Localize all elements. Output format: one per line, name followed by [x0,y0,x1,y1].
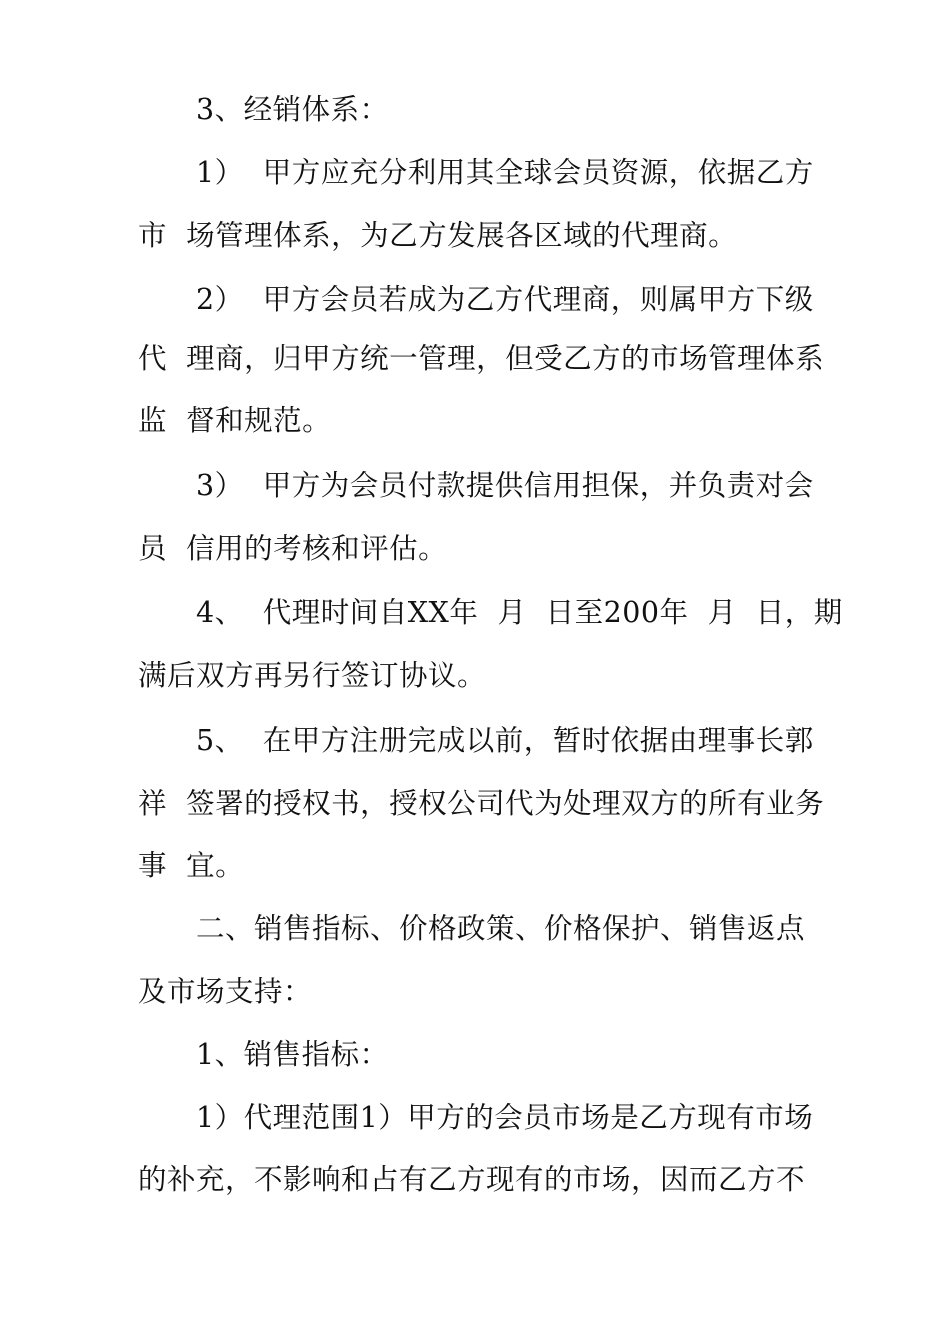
paragraph-line: 4、 代理时间自XX年 月 日至200年 月 日，期 [196,596,843,629]
paragraph-line: 2） 甲方会员若成为乙方代理商，则属甲方下级 [196,283,814,316]
paragraph-line: 市 场管理体系，为乙方发展各区域的代理商。 [138,219,738,252]
paragraph-line: 满后双方再另行签订协议。 [138,659,487,692]
section-heading-distribution-system: 3、经销体系： [196,93,389,126]
paragraph-line: 监 督和规范。 [138,404,332,437]
paragraph-line: 事 宜。 [138,849,245,882]
paragraph-line: 祥 签署的授权书，授权公司代为处理双方的所有业务 [138,787,825,820]
paragraph-line: 1）代理范围1）甲方的会员市场是乙方现有市场 [196,1101,814,1134]
section-heading-sales-targets: 二、销售指标、价格政策、价格保护、销售返点 [196,912,806,945]
paragraph-line: 3） 甲方为会员付款提供信用担保，并负责对会 [196,469,814,502]
paragraph-line: 员 信用的考核和评估。 [138,532,448,565]
paragraph-line: 1） 甲方应充分利用其全球会员资源，依据乙方 [196,156,814,189]
subsection-heading-sales-target: 1、销售指标： [196,1038,389,1071]
paragraph-line: 代 理商，归甲方统一管理，但受乙方的市场管理体系 [138,342,825,375]
paragraph-line: 的补充，不影响和占有乙方现有的市场，因而乙方不 [138,1163,806,1196]
paragraph-line: 5、 在甲方注册完成以前，暂时依据由理事长郭 [196,724,814,757]
section-heading-continuation: 及市场支持： [138,975,313,1008]
